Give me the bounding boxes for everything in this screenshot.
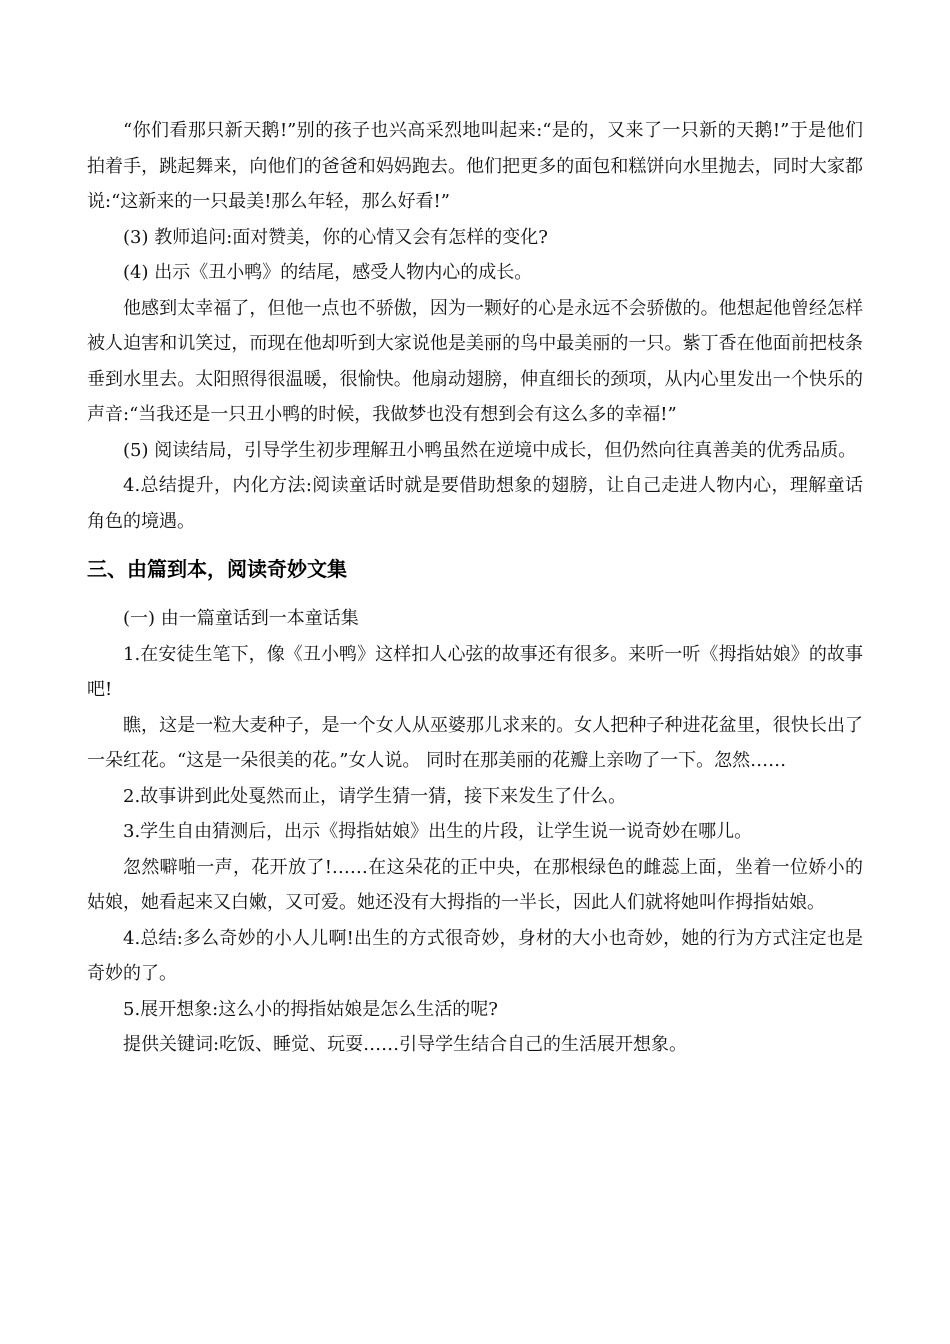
paragraph-keywords: 提供关键词:吃饭、睡觉、玩耍……引导学生结合自己的生活展开想象。 [123, 1034, 688, 1055]
paragraph-thumbelina-excerpt: 忽然噼啪一声，花开放了!……在这朵花的正中央，在那根绿色的雌蕊上面，坐着一位娇小的姑娘，她看起来又白嫩，又可爱。她还没有大拇指的一半长，因此人们就将她叫作拇指姑娘。 [87, 856, 863, 913]
paragraph-step-3: (3) 教师追问:面对赞美，你的心情又会有怎样的变化? [123, 226, 548, 248]
section-heading: 三、由篇到本，阅读奇妙文集 [87, 557, 347, 581]
paragraph-item-1: 1.在安徒生笔下，像《丑小鸭》这样扣人心弦的故事还有很多。来听一听《拇指姑娘》的故事吧! [87, 643, 863, 700]
paragraph-step-5: (5) 阅读结局，引导学生初步理解丑小鸭虽然在逆境中成长，但仍然向往真善美的优秀品质。 [123, 439, 857, 461]
paragraph-swan-quote: “你们看那只新天鹅!”别的孩子也兴高采烈地叫起来:“是的，又来了一只新的天鹅!”于是他们拍着手，跳起舞来，向他们的爸爸和妈妈跑去。他们把更多的面包和糕饼向水里抛去，同时大家都说:“这新来的一只最美!那么年轻，那么好看!” [87, 120, 863, 212]
paragraph-step-4: (4) 出示《丑小鸭》的结尾，感受人物内心的成长。 [123, 262, 533, 283]
paragraph-item-4: 4.总结:多么奇妙的小人儿啊!出生的方式很奇妙，身材的大小也奇妙，她的行为方式注定也是奇妙的了。 [87, 927, 863, 984]
paragraph-seed-excerpt: 瞧，这是一粒大麦种子，是一个女人从巫婆那儿求来的。女人把种子种进花盆里，很快长出了一朵红花。“这是一朵很美的花。”女人说。 同时在那美丽的花瓣上亲吻了一下。忽然…… [87, 714, 863, 771]
paragraph-summary: 4.总结提升，内化方法:阅读童话时就是要借助想象的翅膀，让自己走进人物内心，理解童话角色的境遇。 [87, 475, 863, 532]
paragraph-item-5: 5.展开想象:这么小的拇指姑娘是怎么生活的呢? [123, 998, 498, 1020]
document-body [87, 113, 863, 1063]
paragraph-item-2: 2.故事讲到此处戛然而止，请学生猜一猜，接下来发生了什么。 [123, 785, 627, 807]
paragraph-ending-excerpt: 他感到太幸福了，但他一点也不骄傲，因为一颗好的心是永远不会骄傲的。他想起他曾经怎样被人迫害和讥笑过，而现在他却听到大家说他是美丽的鸟中最美丽的一只。紫丁香在他面前把枝条垂到水里去。太阳照得很温暖，很愉快。他扇动翅膀，伸直细长的颈项，从内心里发出一个快乐的声音:“当我还是一只丑小鸭的时候，我做梦也没有想到会有这么多的幸福!” [87, 297, 863, 425]
subsection-title: (一) 由一篇童话到一本童话集 [123, 608, 359, 629]
paragraph-item-3: 3.学生自由猜测后，出示《拇指姑娘》出生的片段，让学生说一说奇妙在哪儿。 [123, 821, 753, 842]
